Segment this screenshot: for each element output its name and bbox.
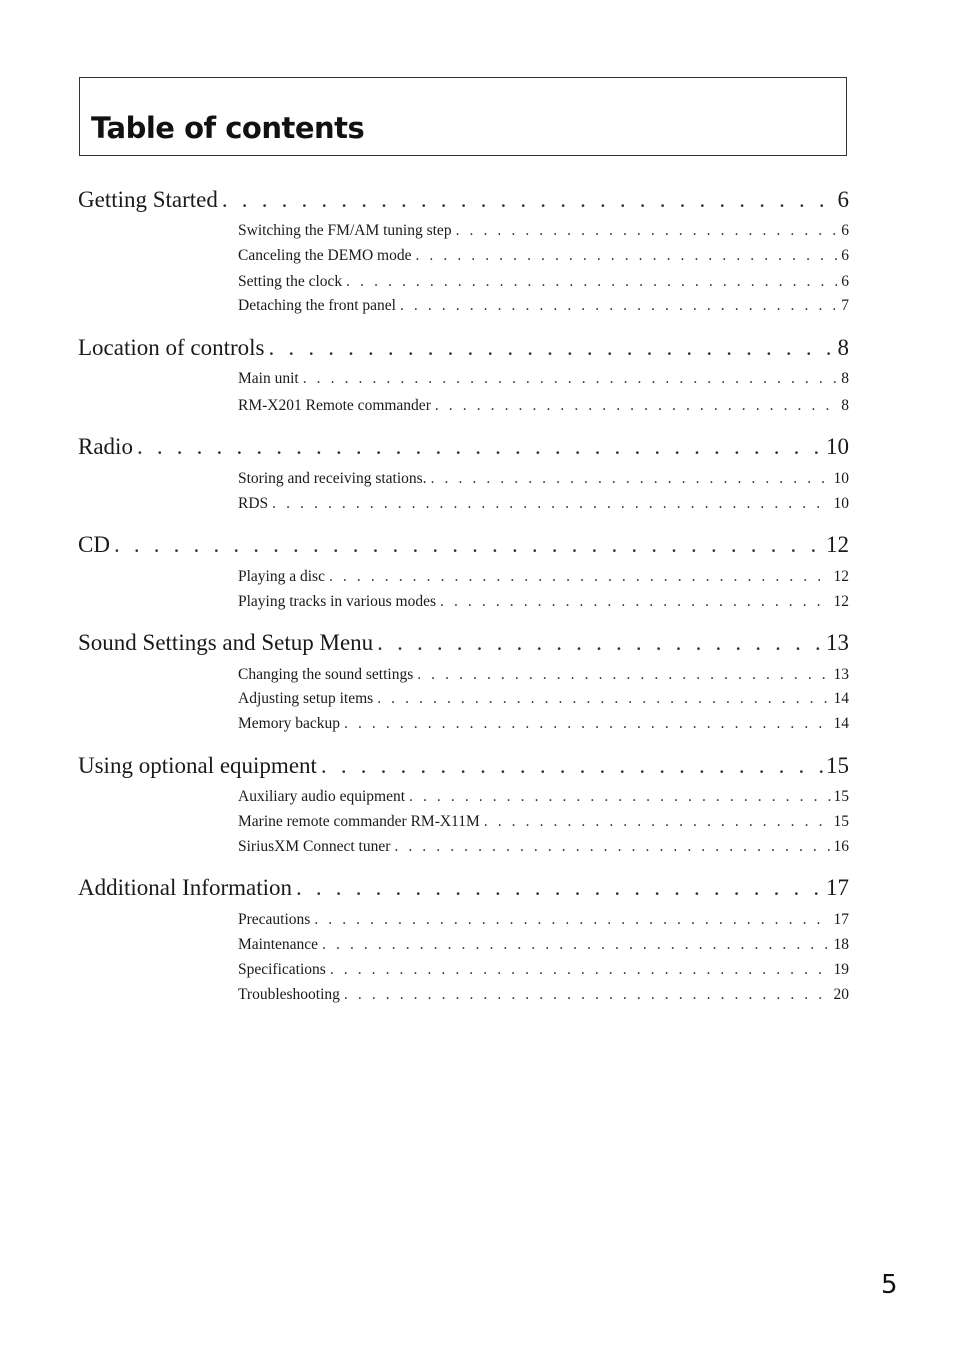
toc-item-marine-remote[interactable] <box>238 812 849 832</box>
toc-item-changing-sound-settings[interactable] <box>238 665 849 685</box>
toc-page-number: 15 <box>833 813 849 830</box>
toc-item-siriusxm-tuner[interactable] <box>238 837 849 857</box>
toc-section-sound-settings[interactable] <box>78 629 849 657</box>
toc-item-specifications[interactable] <box>238 960 849 980</box>
page-number: 5 <box>881 1270 898 1300</box>
toc-page-number: 20 <box>833 986 849 1003</box>
toc-item-storing-stations[interactable] <box>238 469 849 489</box>
toc-item-label: Memory backup <box>238 715 341 732</box>
toc-section-location-of-controls[interactable] <box>78 334 849 362</box>
toc-item-label: Adjusting setup items <box>238 690 374 707</box>
dot-leader <box>346 272 838 292</box>
toc-item-label: Detaching the front panel <box>238 297 396 314</box>
toc-section-cd[interactable] <box>78 531 849 559</box>
toc-page-number: 8 <box>837 335 849 360</box>
toc-item-label: Playing tracks in various modes <box>238 593 437 610</box>
toc-item-label: SiriusXM Connect tuner <box>238 838 391 855</box>
dot-leader <box>417 665 830 685</box>
toc-page-number: 12 <box>833 568 849 585</box>
toc-page-number: 6 <box>841 247 849 264</box>
toc-page-number: 19 <box>833 961 849 978</box>
dot-leader <box>321 752 823 780</box>
toc-item-label: Auxiliary audio equipment <box>238 788 406 805</box>
dot-leader <box>314 910 830 930</box>
dot-leader <box>400 296 838 316</box>
toc-page-number: 15 <box>833 788 849 805</box>
toc-item-main-unit[interactable] <box>238 369 849 389</box>
toc-item-auxiliary-audio[interactable] <box>238 787 849 807</box>
dot-leader <box>344 714 830 734</box>
toc-section-radio[interactable] <box>78 433 849 461</box>
toc-page-number: 14 <box>833 715 849 732</box>
toc-page-number: 10 <box>833 470 849 487</box>
toc-page-number: 17 <box>826 875 849 900</box>
toc-page-number: 6 <box>837 187 849 212</box>
dot-leader <box>330 960 831 980</box>
dot-leader <box>269 334 835 362</box>
dot-leader <box>137 433 823 461</box>
toc-item-label: Changing the sound settings <box>238 666 414 683</box>
toc-page-number: 13 <box>833 666 849 683</box>
toc-page-number: 8 <box>841 370 849 387</box>
toc-item-playing-tracks-modes[interactable] <box>238 592 849 612</box>
toc-item-label: Storing and receiving stations. <box>238 470 427 487</box>
dot-leader <box>303 369 839 389</box>
toc-item-adjusting-setup-items[interactable] <box>238 689 849 709</box>
dot-leader <box>377 629 823 657</box>
toc-item-memory-backup[interactable] <box>238 714 849 734</box>
toc-page-number: 10 <box>826 434 849 459</box>
toc-section-label: Using optional equipment <box>78 753 317 778</box>
dot-leader <box>435 396 838 416</box>
toc-item-label: Canceling the DEMO mode <box>238 247 412 264</box>
dot-leader <box>344 985 831 1005</box>
toc-item-detaching-front-panel[interactable] <box>238 296 849 316</box>
page-title: Table of contents <box>91 111 365 145</box>
toc-page-number: 13 <box>826 630 849 655</box>
toc-section-label: Location of controls <box>78 335 265 360</box>
toc-page-number: 12 <box>833 593 849 610</box>
toc-section-label: Additional Information <box>78 875 292 900</box>
dot-leader <box>484 812 831 832</box>
dot-leader <box>377 689 830 709</box>
toc-item-label: Specifications <box>238 961 326 978</box>
toc-item-label: Playing a disc <box>238 568 325 585</box>
toc-section-label: Sound Settings and Setup Menu <box>78 630 374 655</box>
toc-item-switching-fm-am[interactable] <box>238 221 849 241</box>
toc-item-label: Setting the clock <box>238 273 343 290</box>
dot-leader <box>440 592 830 612</box>
toc-item-label: Marine remote commander RM-X11M <box>238 813 480 830</box>
toc-item-label: Precautions <box>238 911 311 928</box>
toc-page-number: 10 <box>833 495 849 512</box>
toc-section-label: Getting Started <box>78 187 218 212</box>
dot-leader <box>415 246 838 266</box>
toc-page-number: 6 <box>841 273 849 290</box>
toc-item-precautions[interactable] <box>238 910 849 930</box>
toc-item-troubleshooting[interactable] <box>238 985 849 1005</box>
toc-section-optional-equipment[interactable] <box>78 752 849 780</box>
toc-page-number: 17 <box>833 911 849 928</box>
toc-item-playing-disc[interactable] <box>238 567 849 587</box>
dot-leader <box>329 567 831 587</box>
toc-section-additional-information[interactable] <box>78 874 849 902</box>
toc-section-label: Radio <box>78 434 133 459</box>
toc-item-label: Maintenance <box>238 936 319 953</box>
dot-leader <box>394 837 830 857</box>
toc-page-number: 18 <box>833 936 849 953</box>
toc-item-canceling-demo[interactable] <box>238 246 849 266</box>
toc-item-label: Troubleshooting <box>238 986 340 1003</box>
toc-page-number: 14 <box>833 690 849 707</box>
dot-leader <box>222 186 835 214</box>
dot-leader <box>296 874 823 902</box>
toc-item-rds[interactable] <box>238 494 849 514</box>
toc-page-number: 12 <box>826 532 849 557</box>
toc-page-number: 15 <box>826 753 849 778</box>
toc-item-label: RDS <box>238 495 269 512</box>
toc-item-label: Main unit <box>238 370 299 387</box>
toc-item-rm-x201[interactable] <box>238 396 849 416</box>
dot-leader <box>409 787 830 807</box>
toc-page-number: 7 <box>841 297 849 314</box>
dot-leader <box>114 531 823 559</box>
toc-page-number: 8 <box>841 397 849 414</box>
toc-item-maintenance[interactable] <box>238 935 849 955</box>
toc-item-label: Switching the FM/AM tuning step <box>238 222 452 239</box>
dot-leader <box>272 494 830 514</box>
toc-section-getting-started[interactable] <box>78 186 849 214</box>
dot-leader <box>456 221 839 241</box>
toc-item-setting-clock[interactable] <box>238 272 849 292</box>
toc-item-label: RM-X201 Remote commander <box>238 397 431 414</box>
toc-page-number: 16 <box>833 838 849 855</box>
toc-section-label: CD <box>78 532 110 557</box>
dot-leader <box>322 935 830 955</box>
dot-leader <box>431 469 831 489</box>
toc-page-number: 6 <box>841 222 849 239</box>
